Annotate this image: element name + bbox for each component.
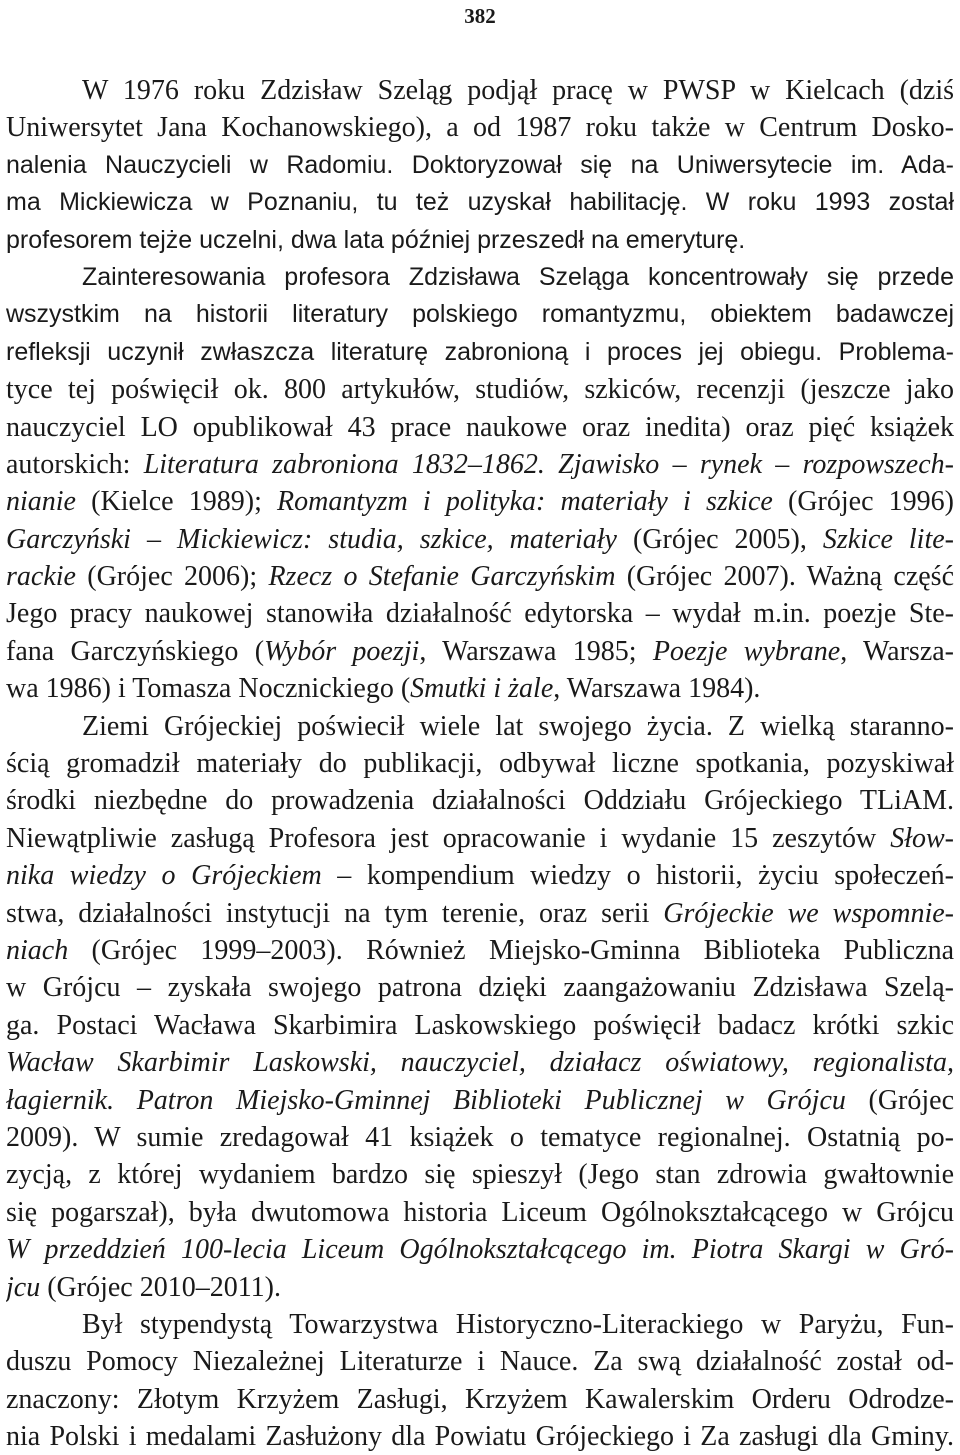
- text-segment: , Warsza-: [840, 635, 954, 667]
- text-segment: refleksji uczynił zwłaszcza literaturę zabronioną i proces jej obiegu. Problema-: [6, 337, 954, 366]
- italic-text: Smutki i żale: [410, 673, 554, 705]
- text-line: [6, 334, 954, 371]
- text-line: [6, 72, 954, 109]
- text-segment: , Warszawa 1984).: [553, 673, 761, 705]
- text-segment: fana Garczyńskiego (: [6, 635, 265, 667]
- text-line: [6, 1231, 954, 1268]
- text-line: [6, 446, 954, 483]
- italic-text: Poezje wybrane: [652, 635, 841, 667]
- text-segment: autorskich:: [6, 448, 144, 480]
- text-line: [6, 371, 954, 408]
- text-line: [6, 1156, 954, 1193]
- text-segment: (Grójec 2007). Ważną część: [615, 561, 954, 593]
- text-segment: – kompendium wiedzy o historii, życiu społeczeń-: [321, 860, 954, 892]
- text-line: [6, 895, 954, 932]
- article-text: [6, 72, 954, 1455]
- text-line: [6, 1007, 954, 1044]
- text-segment: w Grójcu – zyskała swojego patrona dzięki zaangażowaniu Zdzisława Szelą-: [6, 972, 954, 1004]
- text-segment: Był stypendystą Towarzystwa Historyczno-Literackiego w Paryżu, Fun-: [82, 1308, 954, 1340]
- text-segment: Jego pracy naukowej stanowiła działalność edytorska – wydał m.in. poezje Ste-: [6, 598, 954, 630]
- text-segment: tyce tej poświęcił ok. 800 artykułów, studiów, szkiców, recenzji (jeszcze jako: [6, 374, 954, 406]
- text-line: [6, 296, 954, 333]
- text-line: [6, 1306, 954, 1343]
- text-segment: Ziemi Grójeckiej poświecił wiele lat swojego życia. Z wielką staranno-: [82, 710, 954, 742]
- text-segment: 2009). W sumie zredagował 41 książek o tematyce regionalnej. Ostatnią po-: [6, 1121, 954, 1153]
- text-segment: Uniwersytet Jana Kochanowskiego), a od 1987 roku także w Centrum Dosko-: [6, 112, 954, 144]
- text-line: [6, 409, 954, 446]
- text-line: [6, 820, 954, 857]
- text-segment: profesorem tejże uczelni, dwa lata później przeszedł na emeryturę.: [6, 225, 746, 254]
- text-line: [6, 109, 954, 146]
- text-segment: (Grójec: [845, 1084, 954, 1116]
- text-line: [6, 1194, 954, 1231]
- text-line: [6, 1119, 954, 1156]
- text-segment: duszu Pomocy Niezależnej Literaturze i Nauce. Za swą działalność został od-: [6, 1346, 954, 1378]
- text-segment: wa 1986) i Tomasza Nocznickiego (: [6, 673, 411, 705]
- italic-text: Romantyzm i polityka: materiały i szkice: [277, 486, 773, 518]
- text-line: [6, 222, 954, 259]
- text-segment: nalenia Nauczycieli w Radomiu. Doktoryzował się na Uniwersytecie im. Ada-: [6, 150, 954, 179]
- text-line: [6, 184, 954, 221]
- text-line: [6, 782, 954, 819]
- text-line: [6, 633, 954, 670]
- text-segment: nauczyciel LO opublikował 43 prace naukowe oraz inedita) oraz pięć książek: [6, 411, 954, 443]
- italic-text: Wacław Skarbimir Laskowski, nauczyciel, działacz oświatowy, regionalista,: [6, 1047, 954, 1079]
- text-line: [6, 969, 954, 1006]
- text-line: [6, 483, 954, 520]
- italic-text: Rzecz o Stefanie Garczyńskim: [268, 561, 616, 593]
- italic-text: nianie: [6, 486, 76, 518]
- text-line: [6, 558, 954, 595]
- italic-text: Słow-: [890, 822, 954, 854]
- italic-text: Szkice lite-: [822, 523, 954, 555]
- italic-text: nika wiedzy o Grójeckiem: [6, 860, 322, 892]
- text-segment: , Warszawa 1985;: [419, 635, 653, 667]
- text-segment: (Grójec 2005),: [616, 523, 823, 555]
- text-segment: ścią gromadził materiały do publikacji, odbywał liczne spotkania, pozyskiwał: [6, 748, 954, 780]
- text-segment: zycją, z której wydaniem bardzo się spieszył (Jego stan zdrowia gwałtownie: [6, 1159, 954, 1191]
- italic-text: Grójeckie we wspomnie-: [663, 897, 954, 929]
- text-line: [6, 1082, 954, 1119]
- text-line: [6, 857, 954, 894]
- text-line: [6, 521, 954, 558]
- text-line: [6, 745, 954, 782]
- text-segment: ma Mickiewicza w Poznaniu, tu też uzyskał habilitację. W roku 1993 został: [6, 188, 954, 217]
- italic-text: jcu: [6, 1271, 41, 1303]
- text-line: [6, 1418, 954, 1455]
- text-segment: środki niezbędne do prowadzenia działalności Oddziału Grójeckiego TLiAM.: [6, 785, 954, 817]
- italic-text: Garczyński – Mickiewicz: studia, szkice, materiały: [6, 523, 617, 555]
- text-line: [6, 1343, 954, 1380]
- text-segment: (Grójec 2010–2011).: [40, 1271, 282, 1303]
- text-line: [6, 670, 954, 707]
- text-segment: znaczony: Złotym Krzyżem Zasługi, Krzyżem Kawalerskim Orderu Odrodze-: [6, 1383, 954, 1415]
- italic-text: niach: [6, 934, 69, 966]
- text-segment: (Kielce 1989);: [76, 486, 278, 518]
- text-line: [6, 932, 954, 969]
- italic-text: W przeddzień 100-lecia Liceum Ogólnokształcącego im. Piotra Skargi w Gró-: [6, 1234, 954, 1266]
- italic-text: rackie: [6, 561, 76, 593]
- text-line: [6, 595, 954, 632]
- italic-text: Literatura zabroniona 1832–1862. Zjawisko – rynek – rozpowszech-: [143, 448, 954, 480]
- italic-text: łagiernik. Patron Miejsko-Gminnej Biblioteki Publicznej w Grójcu: [6, 1084, 846, 1116]
- text-segment: nia Polski i medalami Zasłużony dla Powiatu Grójeckiego i Za zasługi dla Gminy.: [6, 1421, 954, 1453]
- text-line: [6, 259, 954, 296]
- text-segment: się pogarszał), była dwutomowa historia Liceum Ogólnokształcącego w Grójcu: [6, 1196, 954, 1228]
- italic-text: Wybór poezji: [264, 635, 420, 667]
- text-segment: Niewątpliwie zasługą Profesora jest opracowanie i wydanie 15 zeszytów: [6, 822, 891, 854]
- text-line: [6, 1381, 954, 1418]
- text-line: [6, 708, 954, 745]
- text-line: [6, 1044, 954, 1081]
- text-segment: (Grójec 1999–2003). Również Miejsko-Gminna Biblioteka Publiczna: [68, 934, 954, 966]
- text-segment: Zainteresowania profesora Zdzisława Szeląga koncentrowały się przede: [82, 262, 954, 291]
- text-segment: W 1976 roku Zdzisław Szeląg podjął pracę w PWSP w Kielcach (dziś: [82, 75, 954, 106]
- text-segment: wszystkim na historii literatury polskiego romantyzmu, obiektem badawczej: [6, 300, 954, 329]
- text-line: [6, 1269, 954, 1306]
- text-segment: (Grójec 2006);: [75, 561, 269, 593]
- text-segment: stwa, działalności instytucji na tym terenie, oraz serii: [6, 897, 664, 929]
- page-number: 382: [464, 4, 496, 28]
- text-segment: ga. Postaci Wacława Skarbimira Laskowskiego poświęcił badacz krótki szkic: [6, 1009, 954, 1041]
- text-line: [6, 147, 954, 184]
- text-segment: (Grójec 1996): [772, 486, 954, 518]
